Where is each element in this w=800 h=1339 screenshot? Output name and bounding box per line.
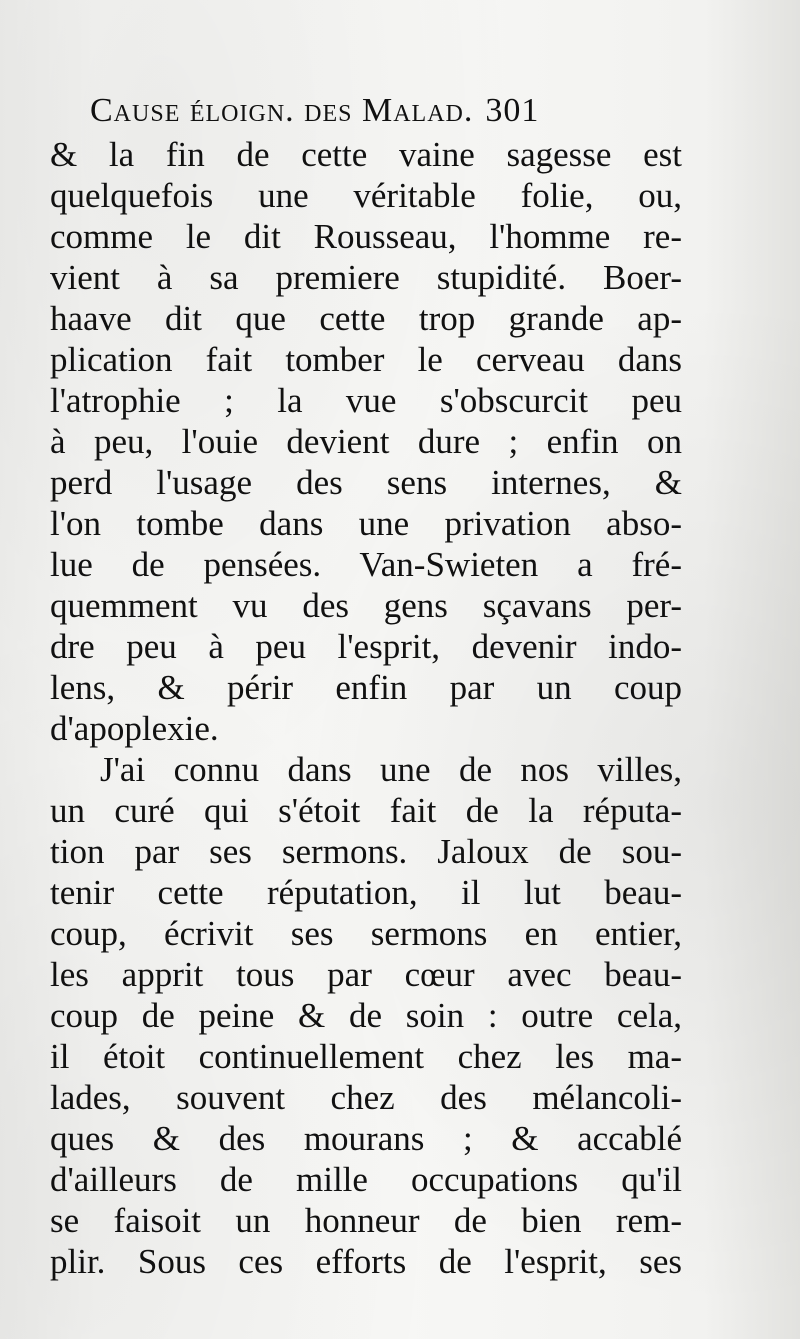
text-line: tion par ses sermons. Jaloux de sou- [50,832,682,871]
running-header [90,92,730,140]
text-line: quemment vu des gens sçavans per- [50,586,682,625]
text-line: d'ailleurs de mille occupations qu'il [50,1160,682,1199]
text-line: à peu, l'ouie devient dure ; enfin on [50,422,682,461]
text-line: ques & des mourans ; & accablé [50,1119,682,1158]
text-line: haave dit que cette trop grande ap- [50,299,682,338]
text-line: d'apoplexie. [50,709,219,748]
text-line: & la fin de cette vaine sagesse est [50,135,682,174]
text-line: l'atrophie ; la vue s'obscurcit peu [50,381,682,420]
text-line: un curé qui s'étoit fait de la réputa- [50,791,682,830]
text-line: l'on tombe dans une privation abso- [50,504,682,543]
text-line: se faisoit un honneur de bien rem- [50,1201,682,1240]
text-line: tenir cette réputation, il lut beau- [50,873,682,912]
text-line: plication fait tomber le cerveau dans [50,340,682,379]
text-line: quelquefois une véritable folie, ou, [50,176,682,215]
page-number: 301 [485,92,540,129]
text-line: lue de pensées. Van-Swieten a fré- [50,545,682,584]
text-line: J'ai connu dans une de nos villes, [100,750,682,789]
text-line: coup, écrivit ses sermons en entier, [50,914,682,953]
text-line: lades, souvent chez des mélancoli- [50,1078,682,1117]
text-line: il étoit continuellement chez les ma- [50,1037,682,1076]
text-line: plir. Sous ces efforts de l'esprit, ses [50,1242,682,1281]
running-title: Cause éloign. des Malad. [90,92,474,129]
text-line: coup de peine & de soin : outre cela, [50,996,682,1035]
text-line: perd l'usage des sens internes, & [50,463,682,502]
text-line: lens, & périr enfin par un coup [50,668,682,707]
text-line: les apprit tous par cœur avec beau- [50,955,682,994]
text-line: comme le dit Rousseau, l'homme re- [50,217,682,256]
text-line: dre peu à peu l'esprit, devenir indo- [50,627,682,666]
text-line: vient à sa premiere stupidité. Boer- [50,258,682,297]
